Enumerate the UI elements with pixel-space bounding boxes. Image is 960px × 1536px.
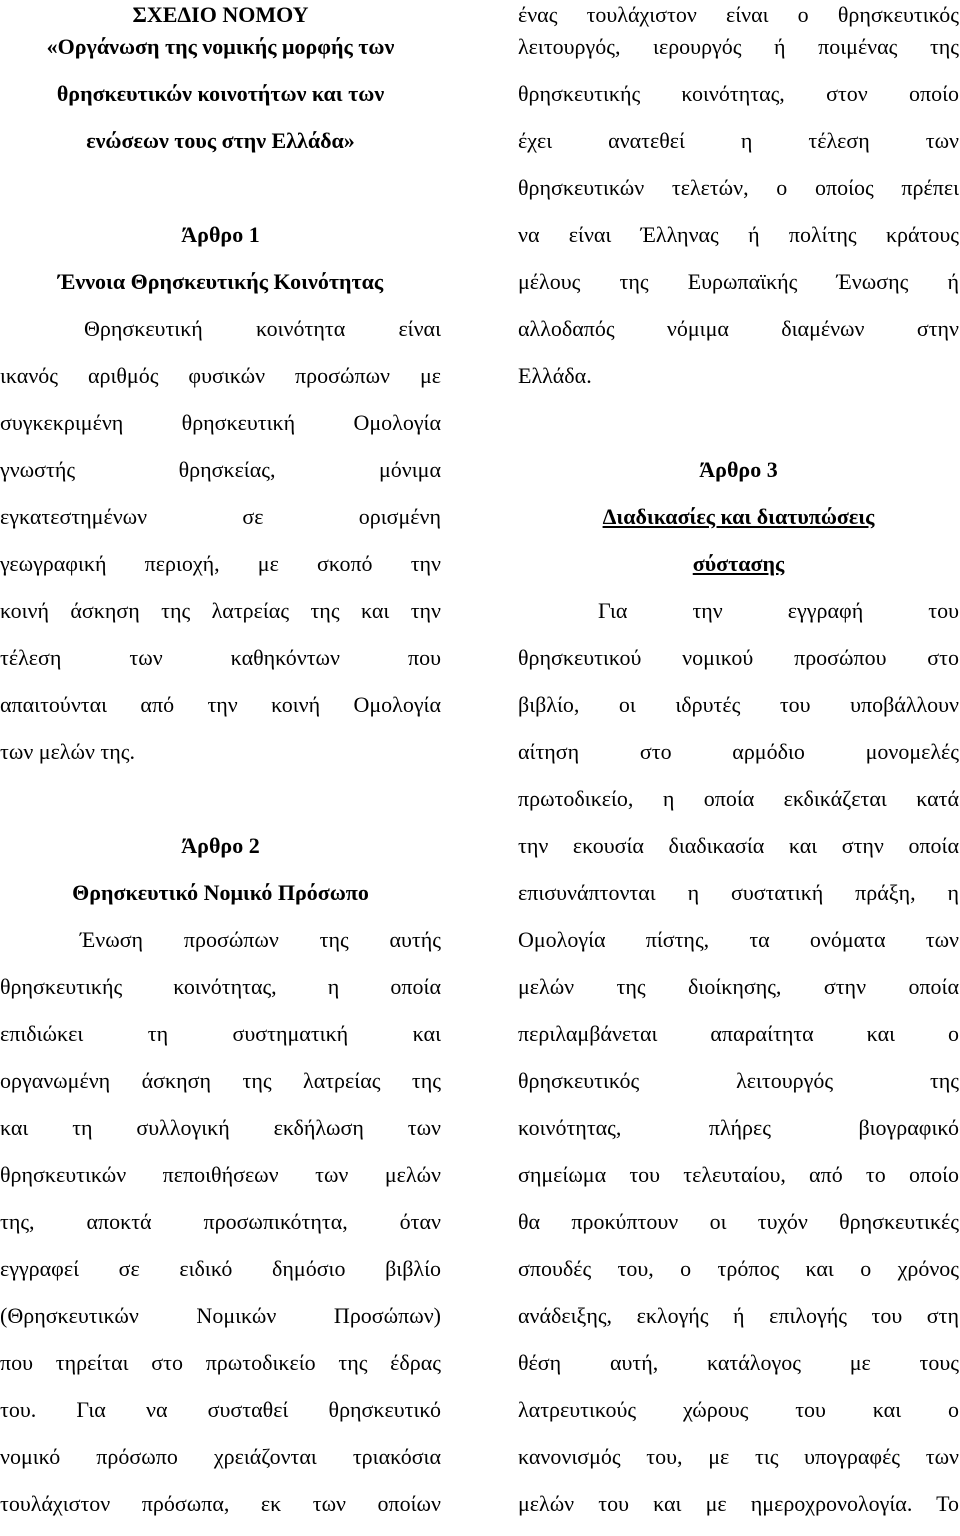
article-3-line: κανονισμός του, με τις υπογραφές των bbox=[518, 1444, 959, 1469]
article-1-line: τέλεση των καθηκόντων που bbox=[0, 645, 441, 670]
article-2-cont-line: θρησκευτικής κοινότητας, στον οποίο bbox=[518, 81, 959, 106]
article-3-line: επισυνάπτονται η συστατική πράξη, η bbox=[518, 880, 959, 905]
spacer bbox=[0, 173, 441, 220]
article-3-line: θα προκύπτουν οι τυχόν θρησκευτικές bbox=[518, 1209, 959, 1234]
article-2-line: θρησκευτικής κοινότητας, η οποία bbox=[0, 974, 441, 999]
article-2-cont-line: να είναι Έλληνας ή πολίτης κράτους bbox=[518, 222, 959, 247]
article-2-cont-line: θρησκευτικών τελετών, ο οποίος πρέπει bbox=[518, 175, 959, 200]
article-1-line: Θρησκευτική κοινότητα είναι bbox=[84, 316, 441, 341]
article-3-line: θρησκευτικού νομικού προσώπου στο bbox=[518, 645, 959, 670]
article-2-cont-line: έχει ανατεθεί η τέλεση των bbox=[518, 128, 959, 153]
article-3-line: μελών του και με ημεροχρονολογία. Το bbox=[518, 1491, 959, 1516]
article-3-line: βιβλίο, οι ιδρυτές του υποβάλλουν bbox=[518, 692, 959, 717]
spacer bbox=[518, 408, 959, 455]
article-2-line: τουλάχιστον πρόσωπα, εκ των οποίων bbox=[0, 1491, 441, 1516]
article-1-line: κοινή άσκηση της λατρείας της και την bbox=[0, 598, 441, 623]
article-3-title-line: Διαδικασίες και διατυπώσεις bbox=[602, 504, 875, 529]
right-column bbox=[518, 0, 959, 1536]
article-3-line: Για την εγγραφή του bbox=[598, 598, 959, 623]
article-3-line: κοινότητας, πλήρες βιογραφικό bbox=[518, 1115, 959, 1140]
article-1-line: ικανός αριθμός φυσικών προσώπων με bbox=[0, 363, 441, 388]
article-3-line: πρωτοδικείο, η οποία εκδικάζεται κατά bbox=[518, 786, 959, 811]
article-1-line: εγκατεστημένων σε ορισμένη bbox=[0, 504, 441, 529]
bill-title-line: θρησκευτικών κοινοτήτων και των bbox=[56, 81, 385, 106]
article-2-line: της, αποκτά προσωπικότητα, όταν bbox=[0, 1209, 441, 1234]
article-1-line: απαιτούνται από την κοινή Ομολογία bbox=[0, 692, 441, 717]
article-3-line: θέση αυτή, κατάλογος με τους bbox=[518, 1350, 959, 1375]
article-3-number: Άρθρο 3 bbox=[699, 457, 778, 482]
article-2-line: εγγραφεί σε ειδικό δημόσιο βιβλίο bbox=[0, 1256, 441, 1281]
bill-heading: ΣΧΕΔΙΟ ΝΟΜΟΥ bbox=[132, 2, 309, 27]
article-3-line: θρησκευτικός λειτουργός της bbox=[518, 1068, 959, 1093]
article-1-line: συγκεκριμένη θρησκευτική Ομολογία bbox=[0, 410, 441, 435]
spacer bbox=[0, 784, 441, 831]
article-1-line: των μελών της. bbox=[0, 739, 135, 764]
article-1-title: Έννοια Θρησκευτικής Κοινότητας bbox=[57, 269, 384, 294]
article-1-line: γεωγραφική περιοχή, με σκοπό την bbox=[0, 551, 441, 576]
article-3-line: Ομολογία πίστης, τα ονόματα των bbox=[518, 927, 959, 952]
article-3-line: λατρευτικούς χώρους του και ο bbox=[518, 1397, 959, 1422]
article-2-cont-line: Ελλάδα. bbox=[518, 363, 592, 388]
article-2-line: του. Για να συσταθεί θρησκευτικό bbox=[0, 1397, 441, 1422]
article-2-line: που τηρείται στο πρωτοδικείο της έδρας bbox=[0, 1350, 441, 1375]
article-3-line: περιλαμβάνεται απαραίτητα και ο bbox=[518, 1021, 959, 1046]
article-3-title-line: σύστασης bbox=[692, 551, 785, 576]
article-2-line: οργανωμένη άσκηση της λατρείας της bbox=[0, 1068, 441, 1093]
bill-title-line: «Οργάνωση της νομικής μορφής των bbox=[46, 34, 395, 59]
article-2-title: Θρησκευτικό Νομικό Πρόσωπο bbox=[72, 880, 369, 905]
article-2-line: επιδιώκει τη συστηματική και bbox=[0, 1021, 441, 1046]
article-1-number: Άρθρο 1 bbox=[181, 222, 260, 247]
article-2-line: και τη συλλογική εκδήλωση των bbox=[0, 1115, 441, 1140]
article-2-line: (Θρησκευτικών Νομικών Προσώπων) bbox=[0, 1303, 441, 1328]
article-3-line: την εκουσία διαδικασία και στην οποία bbox=[518, 833, 959, 858]
article-3-line: μελών της διοίκησης, στην οποία bbox=[518, 974, 959, 999]
article-2-line: νομικό πρόσωπο χρειάζονται τριακόσια bbox=[0, 1444, 441, 1469]
article-1-line: γνωστής θρησκείας, μόνιμα bbox=[0, 457, 441, 482]
bill-title-line: ενώσεων τους στην Ελλάδα» bbox=[86, 128, 355, 153]
article-2-number: Άρθρο 2 bbox=[181, 833, 260, 858]
article-2-cont-line: λειτουργός, ιερουργός ή ποιμένας της bbox=[518, 34, 959, 59]
article-2-cont-line: μέλους της Ευρωπαϊκής Ένωσης ή bbox=[518, 269, 959, 294]
left-column bbox=[0, 0, 441, 1536]
article-3-line: σπουδές του, ο τρόπος και ο χρόνος bbox=[518, 1256, 959, 1281]
article-2-line: θρησκευτικών πεποιθήσεων των μελών bbox=[0, 1162, 441, 1187]
article-2-cont-line: αλλοδαπός νόμιμα διαμένων στην bbox=[518, 316, 959, 341]
article-2-cont-line: ένας τουλάχιστον είναι ο θρησκευτικός bbox=[518, 2, 959, 27]
article-2-line: Ένωση προσώπων της αυτής bbox=[80, 927, 441, 952]
article-3-line: σημείωμα του τελευταίου, από το οποίο bbox=[518, 1162, 959, 1187]
article-3-line: αίτηση στο αρμόδιο μονομελές bbox=[518, 739, 959, 764]
article-3-line: ανάδειξης, εκλογής ή επιλογής του στη bbox=[518, 1303, 959, 1328]
